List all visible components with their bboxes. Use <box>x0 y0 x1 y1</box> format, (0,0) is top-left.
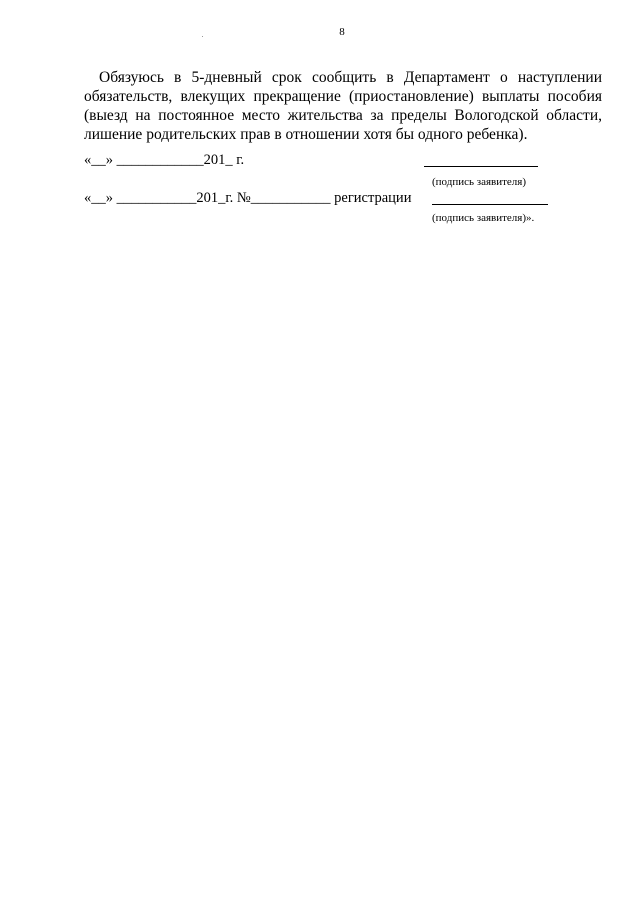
obligation-paragraph: Обязуюсь в 5-дневный срок сообщить в Департамент о наступлении обязательств, влекущих прекращение (приостановление) выплаты пособия (выезд на постоянное место жительства за пределы Вологодской области, лишение родительских прав в отношении хотя бы одного ребенка). <box>84 69 602 143</box>
signature-caption-2: (подпись заявителя)». <box>432 212 535 224</box>
signature-caption-1: (подпись заявителя) <box>432 176 527 188</box>
signature-line-2 <box>432 189 548 205</box>
date-registration-line: «__» ___________201_г. №___________ регистрации <box>84 190 412 206</box>
date-line-1: «__» ____________201_ г. <box>84 152 245 168</box>
page-number: 8 <box>339 26 345 38</box>
signature-line-1 <box>424 151 538 167</box>
scan-speck <box>202 36 203 37</box>
